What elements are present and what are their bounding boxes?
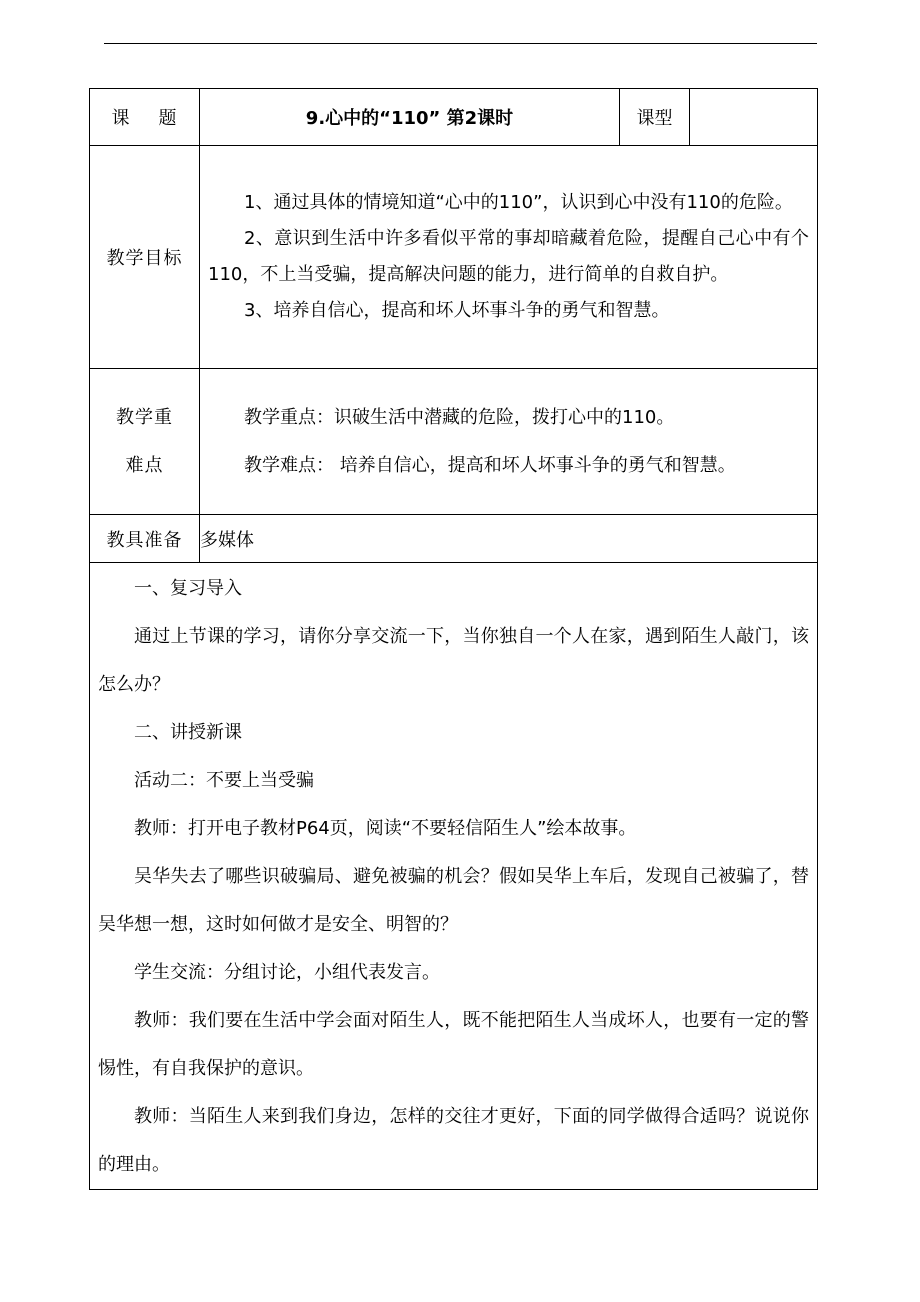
objective-item: 2、意识到生活中许多看似平常的事却暗藏着危险，提醒自己心中有个110，不上当受骗，提高解决问题的能力，进行简单的自救自护。 [208,228,809,285]
lesson-type-label: 课型 [620,89,690,146]
process-paragraph: 通过上节课的学习，请你分享交流一下，当你独自一个人在家，遇到陌生人敲门，该怎么办？ [98,626,809,695]
objective-item: 3、培养自信心，提高和坏人坏事斗争的勇气和智慧。 [244,300,670,321]
row-equipment [90,515,818,563]
keypoints-label: 教学重 难点 [90,369,200,515]
lesson-type-value [690,89,818,146]
process-paragraph: 吴华失去了哪些识破骗局、避免被骗的机会？假如吴华上车后，发现自己被骗了，替吴华想一想，这时如何做才是安全、明智的？ [98,866,809,935]
row-process [90,563,818,1190]
row-objectives [90,146,818,369]
objective-item: 1、通过具体的情境知道“心中的110”，认识到心中没有110的危险。 [244,192,793,213]
objectives-content [200,146,818,369]
equipment-value: 多媒体 [200,515,818,563]
process-paragraph: 活动二：不要上当受骗 [134,770,314,791]
process-paragraph: 教师：打开电子教材P64页，阅读“不要轻信陌生人”绘本故事。 [134,818,637,839]
objectives-label: 教学目标 [90,146,200,369]
topic-label: 课 题 [90,89,200,146]
process-paragraph: 学生交流：分组讨论，小组代表发言。 [134,962,440,983]
keypoint-item: 教学难点： 培养自信心，提高和坏人坏事斗争的勇气和智慧。 [244,454,736,476]
process-paragraph: 二、讲授新课 [134,722,242,743]
row-keypoints [90,369,818,515]
keypoint-item: 教学重点：识破生活中潜藏的危险，拨打心中的110。 [244,406,675,428]
process-paragraph: 教师：我们要在生活中学会面对陌生人，既不能把陌生人当成坏人，也要有一定的警惕性，有自我保护的意识。 [98,1010,809,1079]
process-paragraph: 一、复习导入 [134,578,242,599]
keypoints-content [200,369,818,515]
lesson-plan-table [89,88,818,1190]
header-rule [104,43,817,44]
lesson-title: 9.心中的“110” 第2课时 [200,89,620,146]
equipment-label: 教具准备 [90,515,200,563]
process-paragraph: 教师：当陌生人来到我们身边，怎样的交往才更好，下面的同学做得合适吗？说说你的理由。 [98,1106,809,1175]
row-topic [90,89,818,146]
process-content [90,563,818,1190]
